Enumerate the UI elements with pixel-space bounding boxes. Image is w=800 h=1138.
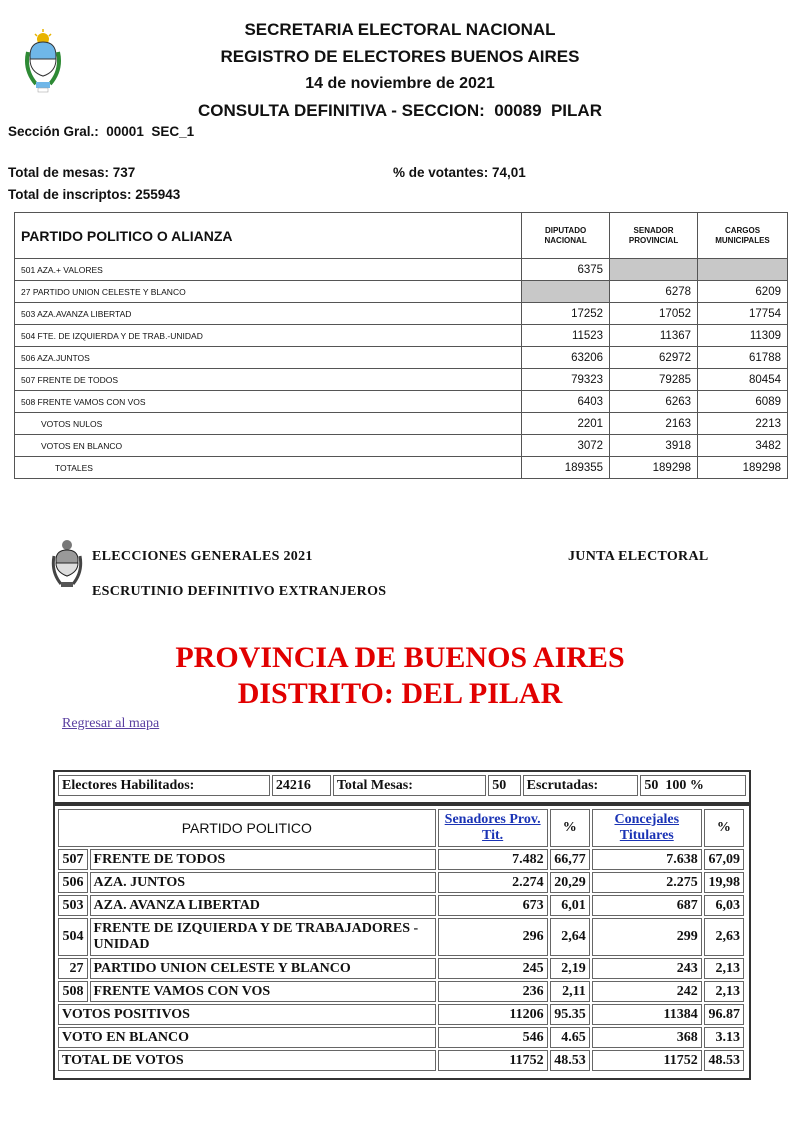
pct-votantes: % de votantes: 74,01 [393,165,526,180]
total-inscriptos: Total de inscriptos: 255943 [8,187,181,202]
table-row: 503 AZA.AVANZA LIBERTAD 17252 17052 17754 [15,303,788,325]
escrutinio-subtitle: ESCRUTINIO DEFINITIVO EXTRANJEROS [92,584,387,599]
province-title: PROVINCIA DE BUENOS AIRES [175,641,625,674]
col-header-pct: % [550,809,590,847]
electores-value: 24216 [272,775,331,796]
header-date: 14 de noviembre de 2021 [305,75,495,92]
summary-row-blanco: VOTO EN BLANCO 546 4.65 368 3.13 [58,1027,744,1048]
col-header-party: PARTIDO POLITICO O ALIANZA [15,213,522,259]
table-row: 27 PARTIDO UNION CELESTE Y BLANCO 6278 6209 [15,281,788,303]
seccion-gral: Sección Gral.: 00001 SEC_1 [8,124,195,139]
header-line-1: SECRETARIA ELECTORAL NACIONAL [244,20,556,39]
table-row: 504 FTE. DE IZQUIERDA Y DE TRAB.-UNIDAD 11523 11367 11309 [15,325,788,347]
table-row: 507 FRENTE DE TODOS 7.482 66,77 7.638 67,09 [58,849,744,870]
table-row: 507 FRENTE DE TODOS 79323 79285 80454 [15,369,788,391]
summary-info-box [53,770,751,804]
seal-icon [50,536,84,592]
results-table-junta [56,807,746,1073]
coat-of-arms-icon [22,26,64,98]
summary-row-positivos: VOTOS POSITIVOS 11206 95.35 11384 96.87 [58,1004,744,1025]
table-row: 506 AZA.JUNTOS 63206 62972 61788 [15,347,788,369]
table-row: 508 FRENTE VAMOS CON VOS 6403 6263 6089 [15,391,788,413]
table-row: 27 PARTIDO UNION CELESTE Y BLANCO 245 2,19 243 2,13 [58,958,744,979]
empty-cell [522,281,610,303]
results-box-junta [53,804,751,1080]
escrutadas-label: Escrutadas: [523,775,639,796]
summary-row-total: TOTAL DE VOTOS 11752 48.53 11752 48.53 [58,1050,744,1071]
col-header-senador: SENADOR PROVINCIAL [610,213,698,259]
header-line-2: REGISTRO DE ELECTORES BUENOS AIRES [220,47,580,66]
table-row-totales: TOTALES 189355 189298 189298 [15,457,788,479]
table-row: 506 AZA. JUNTOS 2.274 20,29 2.275 19,98 [58,872,744,893]
table-header-row [58,809,744,847]
empty-cell [610,259,698,281]
back-to-map-link[interactable]: Regresar al mapa [62,716,160,731]
escrutadas-value: 50 100 % [640,775,746,796]
col-header-municipales: CARGOS MUNICIPALES [698,213,788,259]
table-row: 508 FRENTE VAMOS CON VOS 236 2,11 242 2,13 [58,981,744,1002]
table-row: 503 AZA. AVANZA LIBERTAD 673 6,01 687 6,03 [58,895,744,916]
mesas-label: Total Mesas: [333,775,486,796]
col-header-concejales[interactable]: Concejales Titulares [592,809,702,847]
info-row [58,775,746,796]
header-consulta: CONSULTA DEFINITIVA - SECCION: 00089 PILAR [198,101,602,120]
col-header-party: PARTIDO POLITICO [58,809,436,847]
table-row: VOTOS NULOS 2201 2163 2213 [15,413,788,435]
empty-cell [698,259,788,281]
table-header-row [15,213,788,259]
col-header-pct: % [704,809,744,847]
electores-label: Electores Habilitados: [58,775,270,796]
results-table-secretaria [14,212,788,479]
elecciones-title: ELECCIONES GENERALES 2021 [92,549,313,564]
total-mesas: Total de mesas: 737 [8,165,136,180]
col-header-diputado: DIPUTADO NACIONAL [522,213,610,259]
junta-electoral-title: JUNTA ELECTORAL [568,549,709,564]
table-row: VOTOS EN BLANCO 3072 3918 3482 [15,435,788,457]
table-row: 504 FRENTE DE IZQUIERDA Y DE TRABAJADORES - UNIDAD 296 2,64 299 2,63 [58,918,744,956]
district-title: DISTRITO: DEL PILAR [237,677,563,710]
mesas-value: 50 [488,775,520,796]
table-row: 501 AZA.+ VALORES 6375 [15,259,788,281]
col-header-senadores[interactable]: Senadores Prov. Tit. [438,809,548,847]
summary-info-table [56,773,748,798]
